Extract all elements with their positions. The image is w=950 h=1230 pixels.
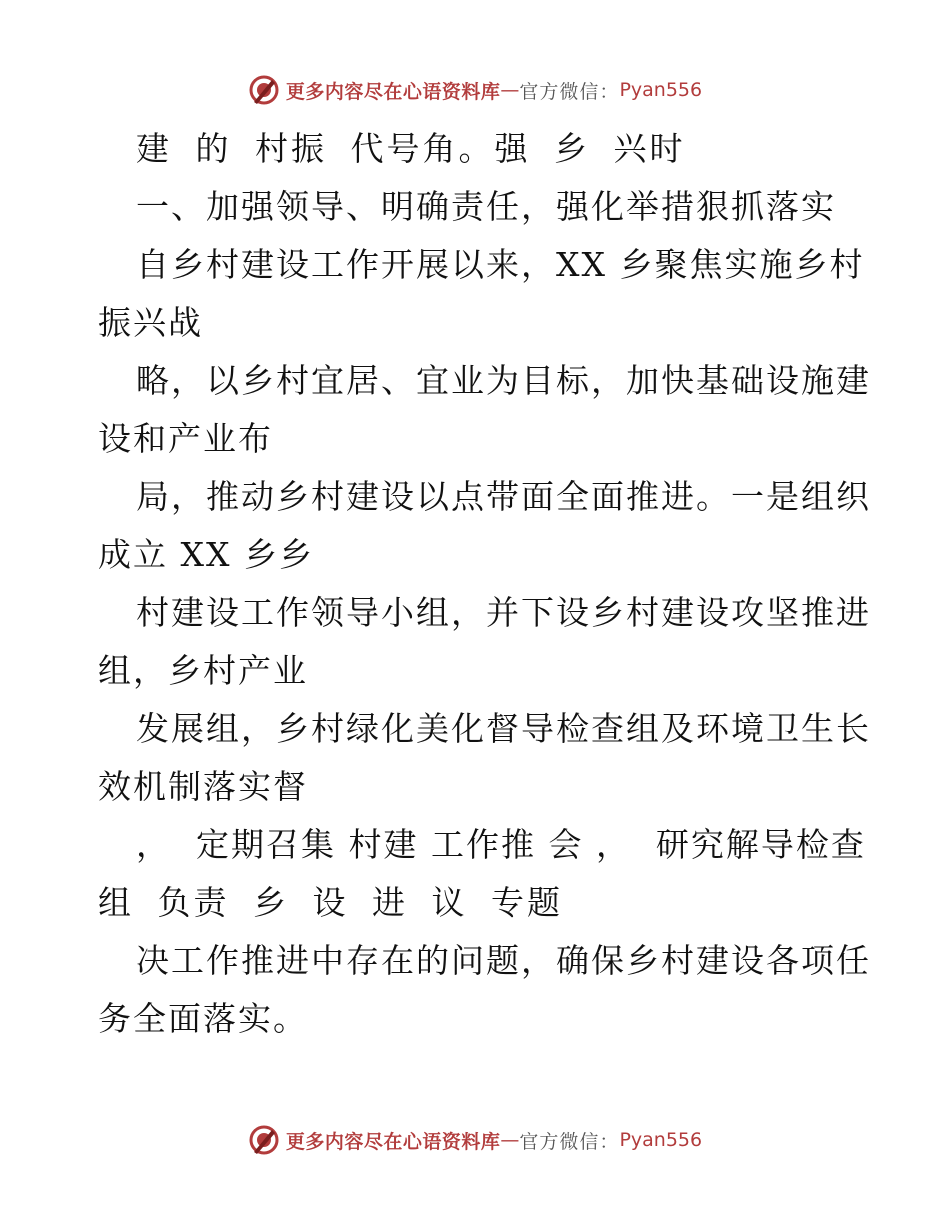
text-line: 组，乡村产业 [98,651,308,690]
text-line: 略，以乡村宜居、宜业为目标，加快基础设施建 [136,361,871,400]
watermark-separator: — [500,1129,520,1151]
text-line: 建 的 村振 代号角。强 乡 兴时 [136,129,686,168]
text-line: 振兴战 [98,303,203,342]
watermark-wechat-id: Pyan556 [619,79,703,101]
text-line: 组 负责 乡 设 进 议 专题 [98,883,563,922]
text-line: 决工作推进中存在的问题，确保乡村建设各项任 [136,941,871,980]
quill-pen-seal-icon [248,74,280,106]
watermark-wechat-id: Pyan556 [619,1129,703,1151]
text-line: 局，推动乡村建设以点带面全面推进。一是组织 [136,477,871,516]
section-heading: 一、加强领导、明确责任，强化举措狠抓落实 [136,187,836,226]
watermark-separator: — [500,79,520,101]
document-body [98,120,871,1048]
text-line: 效机制落实督 [98,767,308,806]
header-watermark [0,70,950,110]
text-line: 村建设工作领导小组，并下设乡村建设攻坚推进 [136,593,871,632]
text-line: 自乡村建设工作开展以来，XX 乡聚焦实施乡村 [136,245,865,284]
watermark-official-label: 官方微信： [519,80,620,103]
text-line: ， 定期召集 村建 工作推 会 ， 研究解导检查 [136,825,866,864]
text-line: 设和产业布 [98,419,273,458]
text-line: 成立 XX 乡乡 [98,535,314,574]
watermark-title: 更多内容尽在心语资料库 [285,80,501,103]
watermark-official-label: 官方微信： [519,1130,620,1153]
text-line: 务全面落实。 [98,999,308,1038]
watermark-title: 更多内容尽在心语资料库 [285,1130,501,1153]
footer-watermark [0,1120,950,1160]
quill-pen-seal-icon [248,1124,280,1156]
text-line: 发展组，乡村绿化美化督导检查组及环境卫生长 [136,709,871,748]
